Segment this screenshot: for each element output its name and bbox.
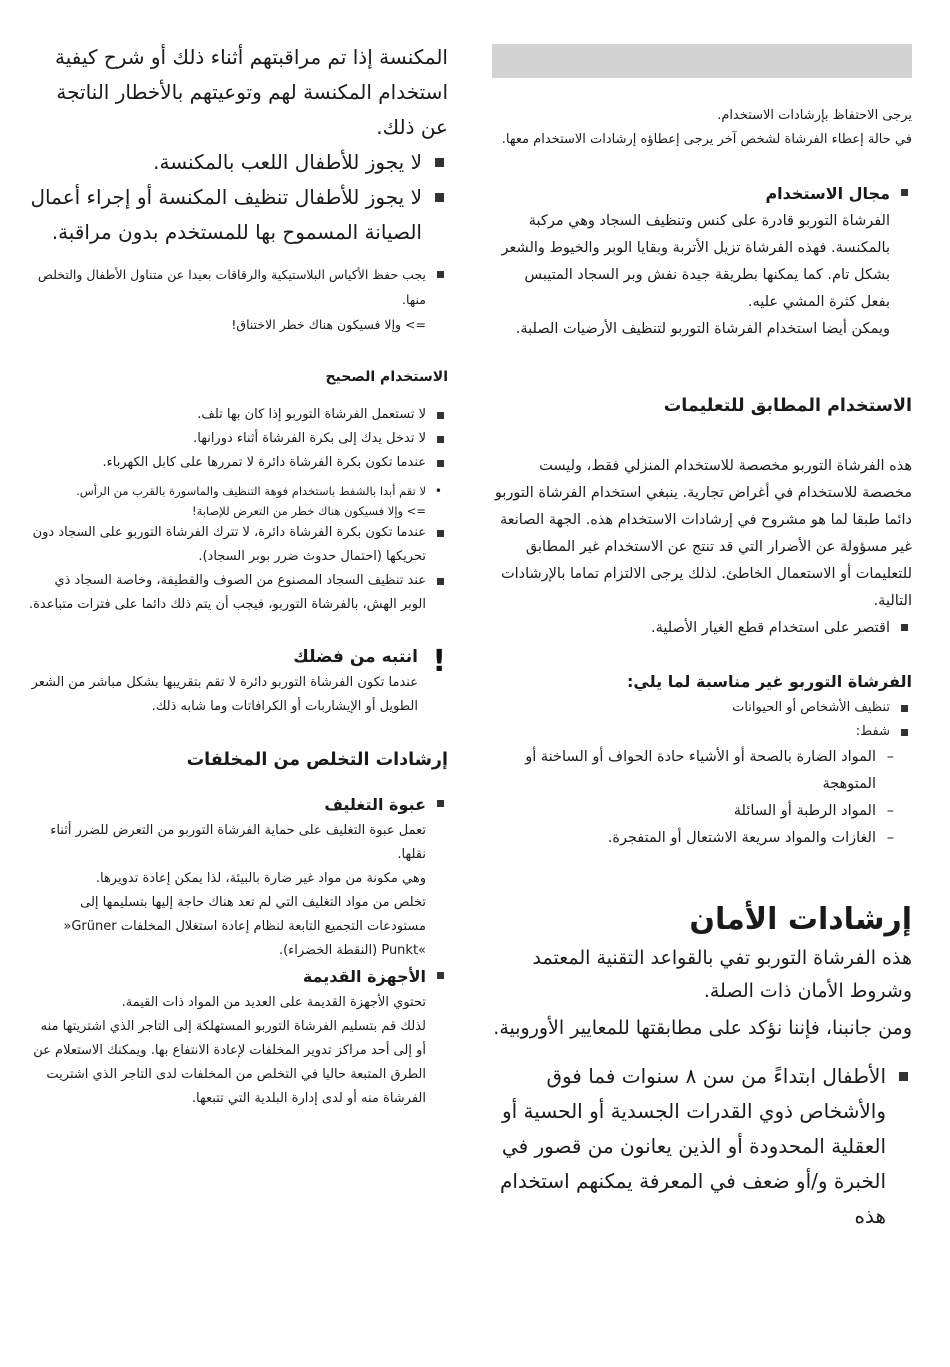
- not-suitable-heading: الفرشاة التوربو غير مناسبة لما يلي:: [627, 672, 912, 691]
- packaging-text-3-a: تخلص من مواد التغليف التي لم تعد هناك حاجة إليها بتسليمها إلى مستودعات التجميع التابعة لنظام إعادة استغلال المخلفات: [80, 895, 426, 934]
- continued-safety-text: المكنسة إذا تم مراقبتهم أثناء ذلك أو شرح كيفية استخدام المكنسة لهم وتوعيتهم بالأخطار الناتجة عن ذلك.: [55, 45, 448, 139]
- correct-use-list-2: [28, 521, 448, 617]
- nozzle-warning-line-2: => وإلا فسيكون هناك خطر من التعرض للإصابة!: [191, 504, 426, 518]
- not-suitable-bullet-2: [492, 720, 912, 744]
- correct-use-bullet-2: لا تدخل يدك إلى بكرة الفرشاة أثناء دورانها.: [28, 427, 448, 451]
- packaging-warning-list: [28, 262, 448, 337]
- intro-block: [492, 104, 912, 152]
- packaging-text-2: وهي مكونة من مواد غير ضارة بالبيئة، لذا يمكن إعادة تدويرها.: [95, 871, 426, 886]
- not-suitable-bullet-2-label: شفط:: [855, 724, 890, 739]
- correct-use-bullet-5: عند تنظيف السجاد المصنوع من الصوف والقطيفة، وخاصة السجاد ذي الوبر الهش، بالفرشاة التوربو، فيجب أن يتم ذلك دائما على فترات متباعدة.: [28, 569, 448, 617]
- right-column: [492, 0, 912, 1234]
- caution-heading: انتبه من فضلك: [293, 647, 418, 667]
- children-rule-2: لا يجوز للأطفال تنظيف المكنسة أو إجراء أعمال الصيانة المسموح بها للمستخدم بدون مراقبة.: [28, 180, 448, 250]
- disposal-list: [28, 791, 448, 1111]
- packaging-text-3: [28, 891, 426, 963]
- intro-line-1: يرجى الاحتفاظ بإرشادات الاستخدام.: [717, 108, 912, 123]
- correct-use-heading: الاستخدام الصحيح: [325, 369, 448, 385]
- packaging-text-1: تعمل عبوة التغليف على حماية الفرشاة التوربو من التعرض للضرر أثناء نقلها.: [50, 823, 426, 862]
- safety-para-2: ومن جانبنا، فإننا نؤكد على مطابقتها للمعايير الأوروبية.: [493, 1017, 912, 1039]
- old-devices-text-2: لذلك قم بتسليم الفرشاة التوربو المستهلكة إلى التاجر الذي اشتريتها منه أو إلى أحد مراكز تدوير المخلفات لإعادة الانتفاع بها. ويمكنك الاستعلام عن الطرق المتبعة حاليا في التخلص من المخلفات لدى التاجر الذي اشتريت الفرشاة منه أو لدى إدارة البلدية التي تتبعها.: [33, 1019, 426, 1106]
- safety-list: [492, 1059, 912, 1234]
- disposal-heading: إرشادات التخلص من المخلفات: [186, 750, 448, 770]
- intended-use-list: [492, 615, 912, 642]
- safety-para-1: هذه الفرشاة التوربو تفي بالقواعد التقنية المعتمد وشروط الأمان ذات الصلة.: [532, 947, 912, 1002]
- left-column: [28, 0, 448, 1111]
- old-devices-section: [28, 963, 448, 1111]
- correct-use-bullet-4: عندما تكون بكرة الفرشاة دائرة، لا تترك الفرشاة التوربو على السجاد دون تحريكها (احتمال حدوث ضرر بوبر السجاد).: [28, 521, 448, 569]
- scope-text: الفرشاة التوربو قادرة على كنس وتنظيف السجاد وهي مركبة بالمكنسة. فهذه الفرشاة تزيل الأتربة وبقايا الوبر والخيوط والشعر بشكل تام. كما يمكنها بطريقة جيدة نفش وبر السجاد المتيبس بفعل كثرة المشي عليه.: [501, 213, 890, 310]
- packaging-heading: عبوة التغليف: [324, 795, 426, 814]
- intro-line-2: في حالة إعطاء الفرشاة لشخص آخر يرجى إعطاؤه إرشادات الاستخدام معها.: [501, 132, 912, 147]
- packaging-warning-line-1: يجب حفظ الأكياس البلاستيكية والرقاقات بعيدا عن متناول الأطفال والتخلص منها.: [37, 267, 426, 307]
- scope-text-2: ويمكن أيضا استخدام الفرشاة التوربو لتنظيف الأرضيات الصلبة.: [515, 321, 890, 337]
- safety-heading: إرشادات الأمان: [689, 902, 912, 937]
- suction-dash-list: [492, 744, 912, 852]
- old-devices-heading: الأجهزة القديمة: [302, 967, 426, 986]
- children-rule-1: لا يجوز للأطفال اللعب بالمكنسة.: [28, 145, 448, 180]
- caution-text: عندما تكون الفرشاة التوربو دائرة لا تقم بتقريبها بشكل مباشر من الشعر الطويل أو الإيشاربات أو الكرافاتات وما شابه ذلك.: [31, 675, 418, 714]
- caution-block: [28, 643, 448, 719]
- nozzle-warning-line-1: • لا تقم أبدا بالشفط باستخدام فوهة التنظيف والماسورة بالقرب من الرأس.: [76, 484, 426, 498]
- intended-use-text: هذه الفرشاة التوربو مخصصة للاستخدام المنزلي فقط، وليست مخصصة للاستخدام في أغراض تجارية. ينبغي استخدام الفرشاة التوربو دائما طبقا لما هو مشروح في إرشادات الاستخدام هذه. الجهة الصانعة غير مسؤولة عن الأضرار التي قد تنتج عن الاستخدام غير المطابق للتعليمات أو الاستعمال الخاطئ. لذلك يرجى الالتزام تماما بالإرشادات التالية.: [494, 458, 912, 609]
- dash-item-1: – المواد الضارة بالصحة أو الأشياء حادة الحواف أو الساخنة أو المتوهجة: [492, 744, 898, 798]
- nozzle-warning: [28, 481, 448, 521]
- packaging-warning-line-2: => وإلا فسيكون هناك خطر الاختناق!: [231, 317, 426, 332]
- intended-use-heading: الاستخدام المطابق للتعليمات: [663, 396, 912, 416]
- safety-bullet-children: الأطفال ابتداءً من سن ٨ سنوات فما فوق والأشخاص ذوي القدرات الجسدية أو الحسية أو العقلية المحدودة أو الذين يعانون من قصور في الخبرة و/أو ضعف في المعرفة يمكنهم استخدام هذه: [492, 1059, 912, 1234]
- packaging-section: [28, 791, 448, 963]
- exclamation-icon: !: [432, 644, 446, 679]
- packaging-text-3-b: (النقطة الخضراء).: [278, 943, 378, 958]
- scope-heading: مجال الاستخدام: [765, 184, 890, 203]
- correct-use-bullet-3: عندما تكون بكرة الفرشاة دائرة لا تمررها على كابل الكهرباء.: [28, 451, 448, 475]
- old-devices-text-1: تحتوي الأجهزة القديمة على العديد من المواد ذات القيمة.: [121, 995, 426, 1010]
- scope-section: [492, 180, 912, 343]
- dash-item-3: – الغازات والمواد سريعة الاشتعال أو المتفجرة.: [492, 825, 898, 852]
- packaging-warning: [28, 262, 448, 337]
- not-suitable-bullet-1: تنظيف الأشخاص أو الحيوانات: [492, 696, 912, 720]
- correct-use-bullet-1: لا تستعمل الفرشاة التوربو إذا كان بها تلف.: [28, 403, 448, 427]
- gruener-punkt-label: »Grüner Punkt«: [63, 919, 426, 958]
- dash-item-2: – المواد الرطبة أو السائلة: [492, 798, 898, 825]
- children-rules-list: [28, 145, 448, 250]
- correct-use-list: [28, 403, 448, 475]
- intended-use-bullet: اقتصر على استخدام قطع الغيار الأصلية.: [492, 615, 912, 642]
- not-suitable-list: [492, 696, 912, 744]
